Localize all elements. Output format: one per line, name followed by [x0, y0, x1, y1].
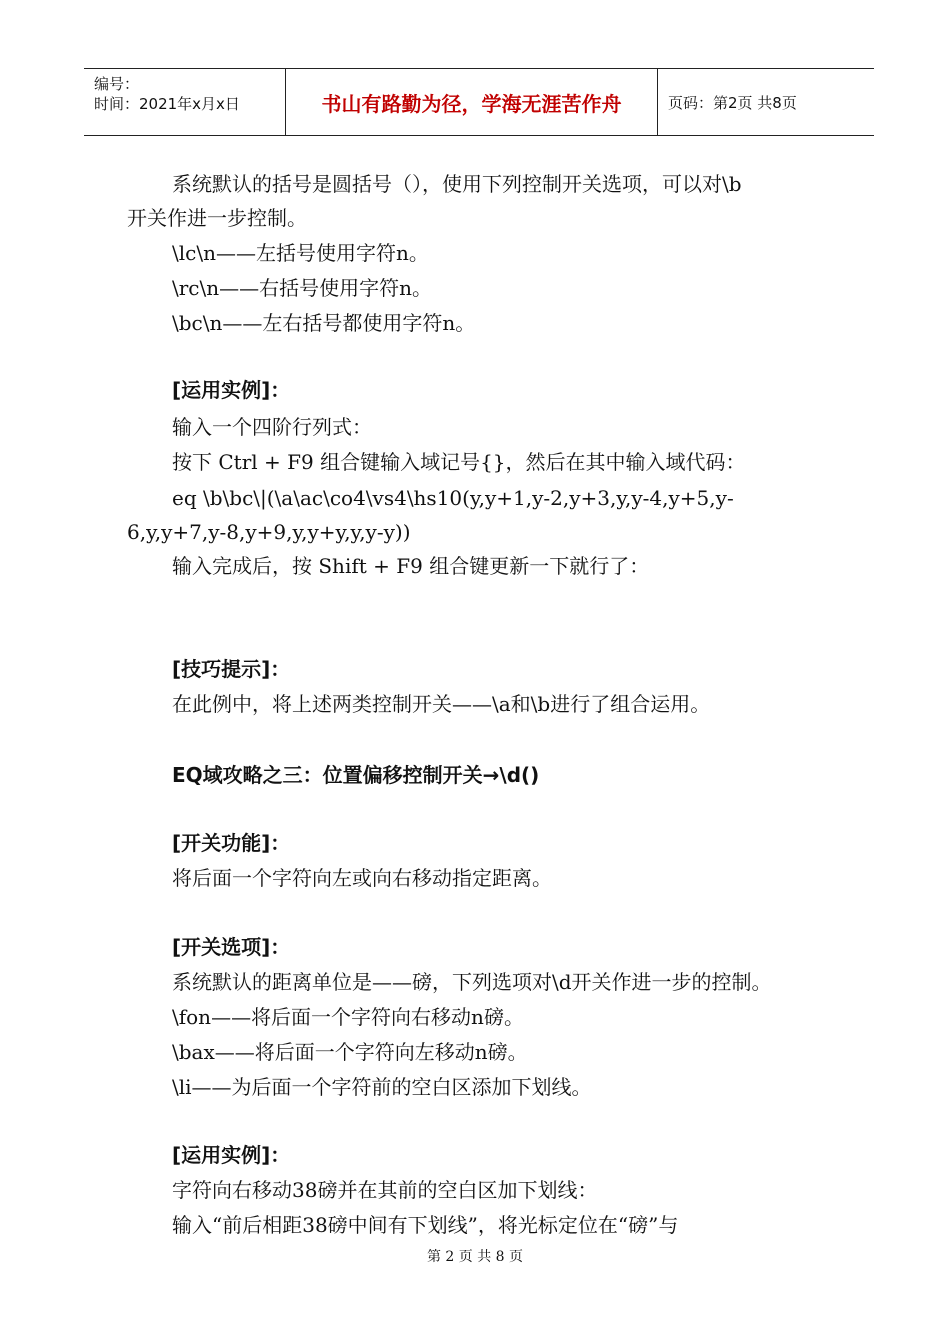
body-line: 字符向右移动38磅并在其前的空白区加下划线：	[172, 1178, 598, 1202]
header-motto: 书山有路勤为径，学海无涯苦作舟	[286, 69, 658, 135]
section-heading: [运用实例]：	[172, 378, 291, 402]
body-line: \lc\n——左括号使用字符n。	[172, 241, 429, 265]
body-line: 开关作进一步控制。	[127, 206, 307, 230]
page-header	[84, 68, 874, 136]
chapter-heading: EQ域攻略之三：位置偏移控制开关→\d()	[172, 763, 540, 787]
body-line: 按下 Ctrl + F9 组合键输入域记号{}，然后在其中输入域代码：	[172, 450, 746, 474]
time-label: 时间：2021年x月x日	[94, 95, 240, 113]
body-line: 系统默认的距离单位是——磅，下列选项对\d开关作进一步的控制。	[172, 970, 772, 994]
body-line: \rc\n——右括号使用字符n。	[172, 276, 432, 300]
body-line: \li——为后面一个字符前的空白区添加下划线。	[172, 1075, 592, 1099]
body-line: \fon——将后面一个字符向右移动n磅。	[172, 1005, 524, 1029]
body-line: 输入一个四阶行列式：	[172, 415, 372, 439]
code-line: eq \b\bc\|(\a\ac\co4\vs4\hs10(y,y+1,y-2,y+3,y,y-4,y+5,y-	[172, 486, 734, 510]
body-line: 输入“前后相距38磅中间有下划线”，将光标定位在“磅”与	[172, 1213, 679, 1237]
section-heading: [开关选项]：	[172, 935, 291, 959]
header-page-info: 页码：第2页 共8页	[668, 93, 797, 112]
body-line: 将后面一个字符向左或向右移动指定距离。	[172, 866, 552, 890]
body-line: \bax——将后面一个字符向左移动n磅。	[172, 1040, 528, 1064]
page-footer: 第 2 页 共 8 页	[426, 1249, 524, 1265]
section-heading: [运用实例]：	[172, 1143, 291, 1167]
body-line: 在此例中，将上述两类控制开关——\a和\b进行了组合运用。	[172, 692, 711, 716]
body-line: 输入完成后，按 Shift + F9 组合键更新一下就行了：	[172, 554, 650, 578]
code-line: 6,y,y+7,y-8,y+9,y,y+y,y,y-y))	[127, 520, 411, 544]
section-heading: [开关功能]：	[172, 831, 291, 855]
body-line: \bc\n——左右括号都使用字符n。	[172, 311, 476, 335]
code-label: 编号：	[94, 75, 140, 93]
body-line: 系统默认的括号是圆括号（），使用下列控制开关选项，可以对\b	[172, 172, 742, 196]
header-meta	[84, 69, 286, 135]
section-heading: [技巧提示]：	[172, 657, 291, 681]
